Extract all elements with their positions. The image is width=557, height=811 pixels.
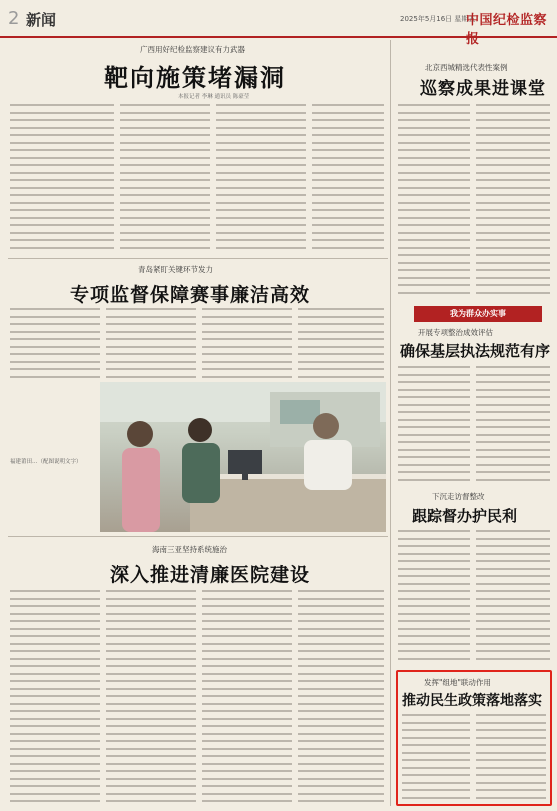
sanya-text-col-2	[106, 590, 196, 806]
zhifu-text-col-2	[476, 714, 546, 800]
column-divider	[390, 40, 391, 806]
guangxi-text-col-3	[216, 104, 306, 254]
qingdao-kicker: 青岛紧盯关键环节发力	[138, 265, 213, 274]
grassroots-text-col-1	[398, 366, 470, 486]
beijing-text-col-1	[398, 104, 470, 300]
zhifu-text-col-1	[402, 714, 470, 800]
guangxi-kicker: 广西用好纪检监察建议有力武器	[140, 45, 245, 54]
news-photo	[100, 382, 386, 532]
guangxi-text-col-2	[120, 104, 210, 254]
xiachen-kicker: 下沉走访督整改	[432, 492, 485, 501]
guangxi-headline: 靶向施策堵漏洞	[104, 64, 286, 92]
divider	[8, 258, 388, 259]
newspaper-brand: 中国纪检监察报	[466, 13, 548, 47]
qingdao-text-col-3	[202, 308, 292, 378]
grassroots-headline: 确保基层执法规范有序	[400, 342, 551, 360]
xiachen-headline: 跟踪督办护民利	[412, 507, 518, 525]
sanya-text-col-1	[10, 590, 100, 806]
photo-illustration	[100, 382, 386, 532]
guangxi-text-col-1	[10, 104, 114, 254]
qingdao-text-col-1	[10, 308, 100, 378]
grassroots-text-col-2	[476, 366, 550, 486]
section-title: 新闻	[26, 11, 57, 29]
xiachen-text-col-2	[476, 530, 550, 664]
qingdao-headline: 专项监督保障赛事廉洁高效	[70, 284, 311, 306]
sanya-kicker: 海南三亚坚持系统施治	[152, 545, 227, 554]
sanya-headline: 深入推进清廉医院建设	[110, 564, 311, 586]
grassroots-kicker: 开展专项整治成效评估	[418, 328, 493, 337]
qingdao-text-col-4	[298, 308, 384, 378]
beijing-headline: 巡察成果进课堂	[420, 79, 546, 99]
qingdao-text-col-2	[106, 308, 196, 378]
guangxi-byline: 本报记者 李琳 通讯员 陈豪莹	[178, 94, 250, 100]
page-number: 2	[8, 8, 20, 29]
xiachen-text-col-1	[398, 530, 470, 664]
beijing-text-col-2	[476, 104, 550, 300]
sanya-text-col-4	[298, 590, 384, 806]
zhifu-headline: 推动民生政策落地落实	[402, 693, 542, 709]
section-banner: 我为群众办实事	[414, 306, 542, 322]
divider	[8, 536, 388, 537]
sanya-text-col-3	[202, 590, 292, 806]
issue-date: 2025年5月16日 星期五	[400, 15, 476, 23]
photo-caption: 福建莆田…（配图说明文字）	[10, 459, 82, 465]
guangxi-text-col-4	[312, 104, 384, 254]
zhifu-kicker: 发挥"组地"联动作用	[424, 678, 491, 687]
beijing-kicker: 北京西城精选代表性案例	[425, 63, 508, 72]
